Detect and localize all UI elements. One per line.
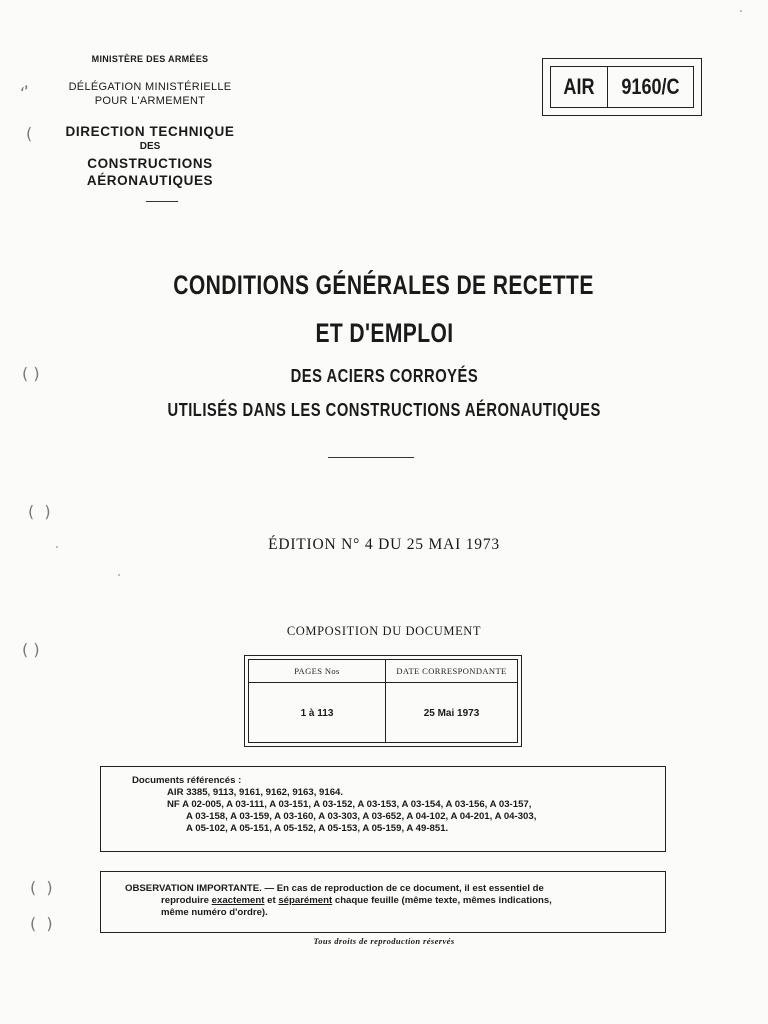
title-line-1: CONDITIONS GÉNÉRALES DE RECETTE: [173, 270, 595, 300]
nf-references-line-3: A 05-102, A 05-151, A 05-152, A 05-153, A 05-159, A 49-851.: [186, 823, 449, 834]
document-reference-box: [542, 58, 702, 116]
binder-hole-mark: ( ): [22, 640, 40, 659]
observation-text-1: — En cas de reproduction de ce document, il est essentiel de: [261, 883, 544, 894]
delegation-line-1: DÉLÉGATION MINISTÉRIELLE: [68, 81, 232, 93]
reference-prefix: AIR: [551, 67, 608, 107]
binder-hole-mark: ( ): [28, 502, 51, 521]
binder-hole-mark: ( ): [30, 914, 53, 933]
paper-speck: [740, 10, 742, 12]
paper-speck: [56, 546, 58, 548]
air-references: AIR 3385, 9113, 9161, 9162, 9163, 9164.: [167, 787, 344, 798]
title-divider: [328, 457, 414, 458]
direction-line-1: DIRECTION TECHNIQUE: [65, 124, 235, 139]
observation-text-2c: et: [264, 895, 279, 906]
binder-hole-mark: ʻ ̓: [20, 84, 31, 103]
paper-speck: [118, 574, 120, 576]
subtitle-line-2: UTILISÉS DANS LES CONSTRUCTIONS AÉRONAUTIQUES: [167, 400, 601, 420]
pages-column-header: PAGES Nos: [249, 660, 385, 683]
composition-heading: COMPOSITION DU DOCUMENT: [286, 624, 482, 638]
binder-hole-mark: ( ): [30, 878, 53, 897]
date-value: 25 Mai 1973: [423, 707, 480, 719]
observation-text-2e: chaque feuille (même texte, mêmes indications,: [332, 895, 552, 906]
nf-references-line-2: A 03-158, A 03-159, A 03-160, A 03-303, A 03-652, A 04-102, A 04-201, A 04-303,: [186, 811, 537, 822]
composition-table: [244, 655, 522, 747]
rights-notice: Tous droits de reproduction réservés: [313, 936, 455, 946]
header-divider: [146, 201, 178, 202]
title-line-2: ET D'EMPLOI: [314, 318, 454, 348]
direction-line-3: CONSTRUCTIONS: [87, 156, 213, 171]
observation-text-2a: reproduire: [161, 895, 212, 906]
observation-emphasis-exactement: exactement: [211, 895, 265, 906]
observation-line-2: [161, 895, 552, 907]
observation-line-3: même numéro d'ordre).: [161, 907, 268, 918]
edition-line: ÉDITION N° 4 DU 25 MAI 1973: [268, 536, 500, 553]
pages-value: 1 à 113: [300, 707, 334, 719]
observation-emphasis-separement: séparément: [278, 895, 333, 906]
observation-line-1: [125, 883, 544, 895]
ministry-name: MINISTÈRE DES ARMÉES: [91, 54, 209, 64]
reference-number: 9160/C: [621, 74, 680, 99]
delegation-line-2: POUR L'ARMEMENT: [94, 95, 206, 107]
direction-line-4: AÉRONAUTIQUES: [86, 173, 214, 188]
binder-hole-mark: ( ): [22, 364, 40, 383]
direction-line-2: DES: [139, 141, 161, 152]
nf-references-line-1: NF A 02-005, A 03-111, A 03-151, A 03-152, A 03-153, A 03-154, A 03-156, A 03-157,: [167, 799, 532, 810]
referenced-documents-box: [100, 766, 666, 852]
observation-box: [100, 871, 666, 933]
subtitle-line-1: DES ACIERS CORROYÉS: [290, 366, 478, 386]
binder-hole-mark: (: [26, 124, 33, 143]
date-column-header: DATE CORRESPONDANTE: [386, 660, 517, 683]
referenced-documents-label: Documents référencés :: [132, 775, 242, 786]
observation-label: OBSERVATION IMPORTANTE.: [125, 883, 262, 894]
